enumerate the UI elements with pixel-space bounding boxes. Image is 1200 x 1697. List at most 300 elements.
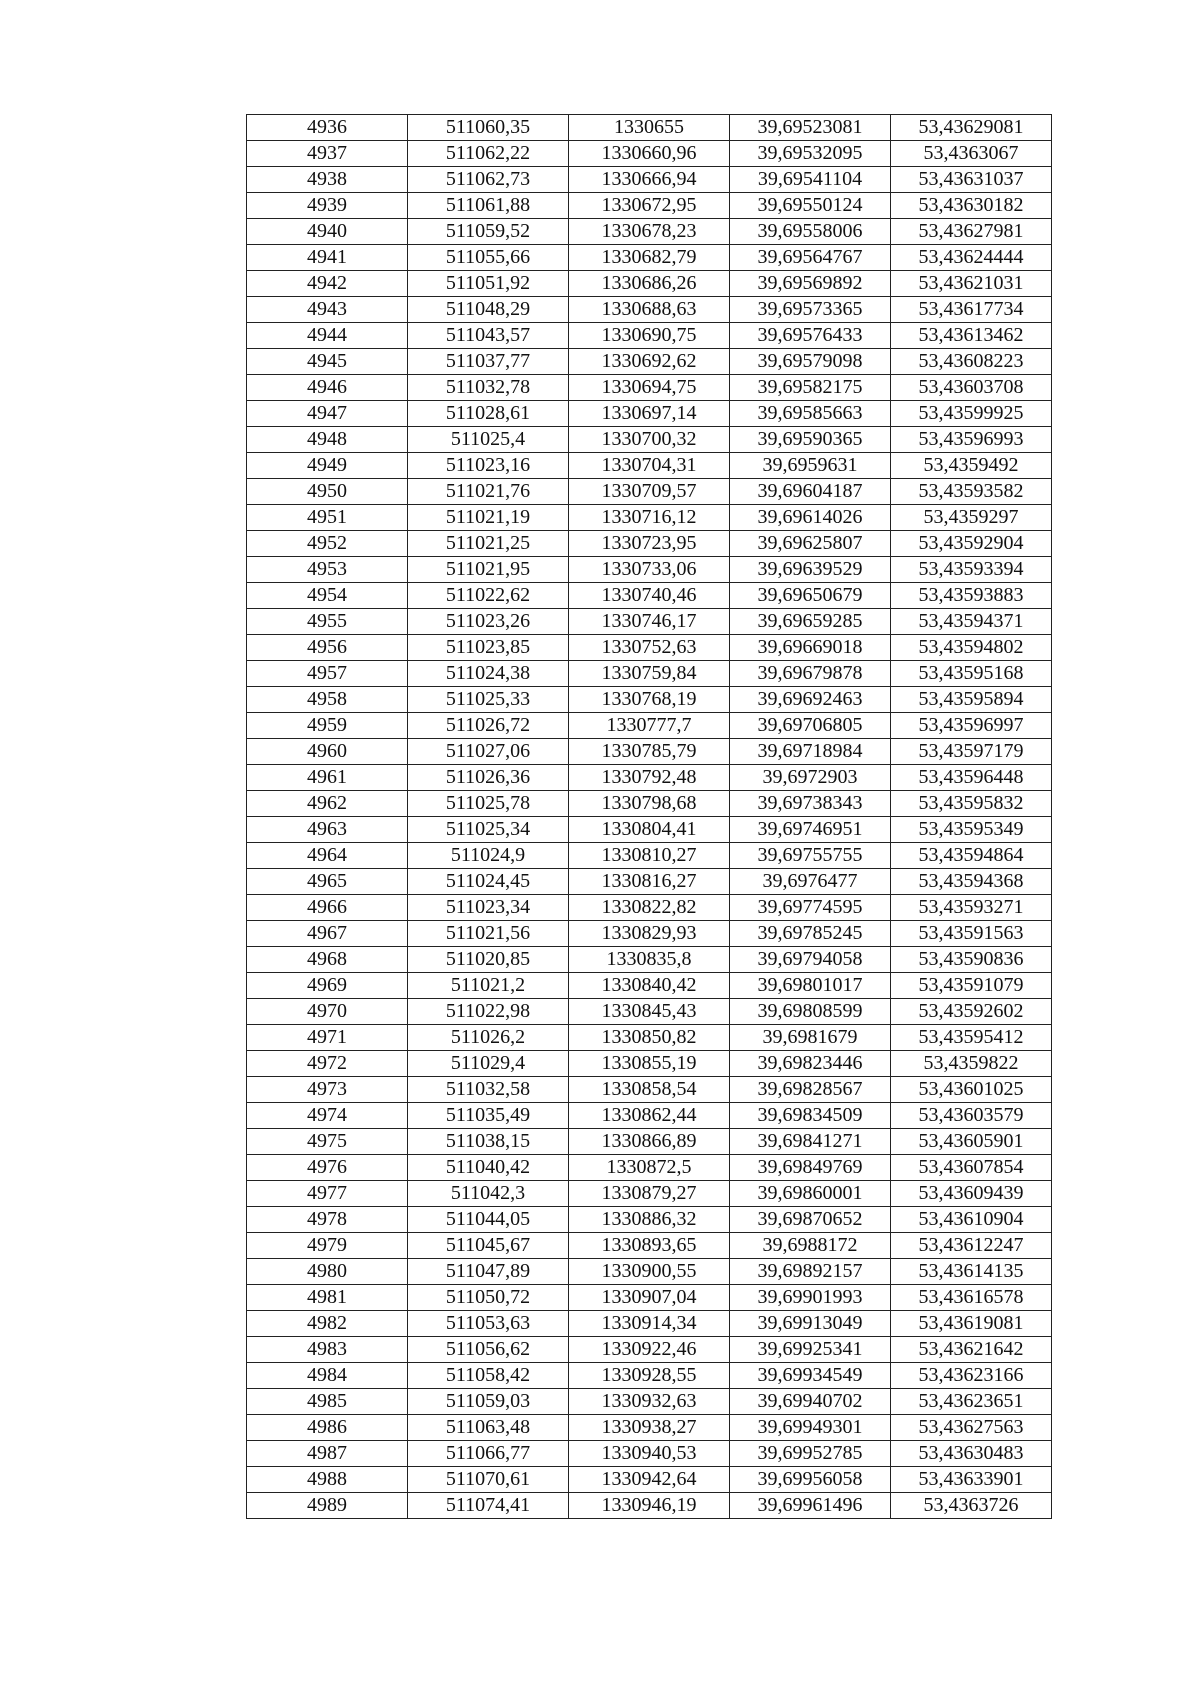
latitude-cell: 53,43592904: [891, 531, 1052, 557]
point-number-cell: 4937: [247, 141, 408, 167]
point-number-cell: 4953: [247, 557, 408, 583]
coordinates-table-body: [247, 115, 1052, 1519]
point-number-cell: 4977: [247, 1181, 408, 1207]
x-coordinate-cell: 511024,9: [408, 843, 569, 869]
longitude-cell: 39,69625807: [730, 531, 891, 557]
point-number-cell: 4945: [247, 349, 408, 375]
y-coordinate-cell: 1330879,27: [569, 1181, 730, 1207]
latitude-cell: 53,4359297: [891, 505, 1052, 531]
y-coordinate-cell: 1330785,79: [569, 739, 730, 765]
y-coordinate-cell: 1330694,75: [569, 375, 730, 401]
table-row: [247, 635, 1052, 661]
x-coordinate-cell: 511045,67: [408, 1233, 569, 1259]
longitude-cell: 39,69692463: [730, 687, 891, 713]
latitude-cell: 53,43595832: [891, 791, 1052, 817]
y-coordinate-cell: 1330850,82: [569, 1025, 730, 1051]
latitude-cell: 53,43591079: [891, 973, 1052, 999]
latitude-cell: 53,43593582: [891, 479, 1052, 505]
latitude-cell: 53,43612247: [891, 1233, 1052, 1259]
latitude-cell: 53,43590836: [891, 947, 1052, 973]
table-row: [247, 531, 1052, 557]
x-coordinate-cell: 511056,62: [408, 1337, 569, 1363]
table-row: [247, 323, 1052, 349]
x-coordinate-cell: 511026,36: [408, 765, 569, 791]
longitude-cell: 39,69834509: [730, 1103, 891, 1129]
latitude-cell: 53,43603579: [891, 1103, 1052, 1129]
point-number-cell: 4956: [247, 635, 408, 661]
longitude-cell: 39,69738343: [730, 791, 891, 817]
table-row: [247, 1441, 1052, 1467]
longitude-cell: 39,69952785: [730, 1441, 891, 1467]
table-row: [247, 1467, 1052, 1493]
x-coordinate-cell: 511050,72: [408, 1285, 569, 1311]
latitude-cell: 53,43617734: [891, 297, 1052, 323]
point-number-cell: 4938: [247, 167, 408, 193]
y-coordinate-cell: 1330942,64: [569, 1467, 730, 1493]
x-coordinate-cell: 511025,34: [408, 817, 569, 843]
point-number-cell: 4971: [247, 1025, 408, 1051]
point-number-cell: 4985: [247, 1389, 408, 1415]
table-row: [247, 479, 1052, 505]
latitude-cell: 53,4359822: [891, 1051, 1052, 1077]
y-coordinate-cell: 1330686,26: [569, 271, 730, 297]
table-row: [247, 609, 1052, 635]
table-row: [247, 401, 1052, 427]
longitude-cell: 39,69785245: [730, 921, 891, 947]
point-number-cell: 4940: [247, 219, 408, 245]
latitude-cell: 53,43592602: [891, 999, 1052, 1025]
table-row: [247, 895, 1052, 921]
table-row: [247, 791, 1052, 817]
latitude-cell: 53,43610904: [891, 1207, 1052, 1233]
point-number-cell: 4955: [247, 609, 408, 635]
latitude-cell: 53,43596448: [891, 765, 1052, 791]
table-row: [247, 869, 1052, 895]
y-coordinate-cell: 1330700,32: [569, 427, 730, 453]
latitude-cell: 53,43627981: [891, 219, 1052, 245]
longitude-cell: 39,69849769: [730, 1155, 891, 1181]
latitude-cell: 53,43633901: [891, 1467, 1052, 1493]
x-coordinate-cell: 511037,77: [408, 349, 569, 375]
point-number-cell: 4970: [247, 999, 408, 1025]
latitude-cell: 53,43630182: [891, 193, 1052, 219]
y-coordinate-cell: 1330688,63: [569, 297, 730, 323]
point-number-cell: 4958: [247, 687, 408, 713]
y-coordinate-cell: 1330759,84: [569, 661, 730, 687]
x-coordinate-cell: 511026,72: [408, 713, 569, 739]
longitude-cell: 39,69650679: [730, 583, 891, 609]
point-number-cell: 4973: [247, 1077, 408, 1103]
table-row: [247, 947, 1052, 973]
point-number-cell: 4957: [247, 661, 408, 687]
longitude-cell: 39,69523081: [730, 115, 891, 141]
point-number-cell: 4936: [247, 115, 408, 141]
y-coordinate-cell: 1330810,27: [569, 843, 730, 869]
latitude-cell: 53,43595168: [891, 661, 1052, 687]
latitude-cell: 53,43614135: [891, 1259, 1052, 1285]
y-coordinate-cell: 1330872,5: [569, 1155, 730, 1181]
x-coordinate-cell: 511020,85: [408, 947, 569, 973]
point-number-cell: 4974: [247, 1103, 408, 1129]
point-number-cell: 4951: [247, 505, 408, 531]
point-number-cell: 4962: [247, 791, 408, 817]
longitude-cell: 39,6959631: [730, 453, 891, 479]
point-number-cell: 4949: [247, 453, 408, 479]
y-coordinate-cell: 1330938,27: [569, 1415, 730, 1441]
coordinates-table: [246, 114, 1052, 1519]
point-number-cell: 4943: [247, 297, 408, 323]
point-number-cell: 4941: [247, 245, 408, 271]
table-row: [247, 817, 1052, 843]
latitude-cell: 53,43601025: [891, 1077, 1052, 1103]
y-coordinate-cell: 1330816,27: [569, 869, 730, 895]
table-row: [247, 271, 1052, 297]
y-coordinate-cell: 1330893,65: [569, 1233, 730, 1259]
point-number-cell: 4982: [247, 1311, 408, 1337]
y-coordinate-cell: 1330829,93: [569, 921, 730, 947]
latitude-cell: 53,43623651: [891, 1389, 1052, 1415]
x-coordinate-cell: 511022,98: [408, 999, 569, 1025]
x-coordinate-cell: 511025,4: [408, 427, 569, 453]
point-number-cell: 4964: [247, 843, 408, 869]
y-coordinate-cell: 1330946,19: [569, 1493, 730, 1519]
longitude-cell: 39,69718984: [730, 739, 891, 765]
x-coordinate-cell: 511053,63: [408, 1311, 569, 1337]
table-row: [247, 115, 1052, 141]
table-row: [247, 973, 1052, 999]
latitude-cell: 53,43603708: [891, 375, 1052, 401]
point-number-cell: 4968: [247, 947, 408, 973]
point-number-cell: 4986: [247, 1415, 408, 1441]
x-coordinate-cell: 511023,16: [408, 453, 569, 479]
table-row: [247, 349, 1052, 375]
y-coordinate-cell: 1330752,63: [569, 635, 730, 661]
latitude-cell: 53,43596993: [891, 427, 1052, 453]
longitude-cell: 39,69823446: [730, 1051, 891, 1077]
x-coordinate-cell: 511024,38: [408, 661, 569, 687]
table-row: [247, 245, 1052, 271]
point-number-cell: 4980: [247, 1259, 408, 1285]
x-coordinate-cell: 511023,34: [408, 895, 569, 921]
longitude-cell: 39,69934549: [730, 1363, 891, 1389]
point-number-cell: 4983: [247, 1337, 408, 1363]
y-coordinate-cell: 1330858,54: [569, 1077, 730, 1103]
table-row: [247, 1389, 1052, 1415]
table-row: [247, 1181, 1052, 1207]
longitude-cell: 39,69901993: [730, 1285, 891, 1311]
y-coordinate-cell: 1330928,55: [569, 1363, 730, 1389]
x-coordinate-cell: 511028,61: [408, 401, 569, 427]
y-coordinate-cell: 1330845,43: [569, 999, 730, 1025]
point-number-cell: 4959: [247, 713, 408, 739]
x-coordinate-cell: 511043,57: [408, 323, 569, 349]
x-coordinate-cell: 511021,76: [408, 479, 569, 505]
point-number-cell: 4989: [247, 1493, 408, 1519]
latitude-cell: 53,43599925: [891, 401, 1052, 427]
x-coordinate-cell: 511047,89: [408, 1259, 569, 1285]
latitude-cell: 53,43607854: [891, 1155, 1052, 1181]
point-number-cell: 4965: [247, 869, 408, 895]
point-number-cell: 4976: [247, 1155, 408, 1181]
y-coordinate-cell: 1330822,82: [569, 895, 730, 921]
longitude-cell: 39,6972903: [730, 765, 891, 791]
latitude-cell: 53,4363726: [891, 1493, 1052, 1519]
table-row: [247, 1233, 1052, 1259]
longitude-cell: 39,69532095: [730, 141, 891, 167]
y-coordinate-cell: 1330798,68: [569, 791, 730, 817]
latitude-cell: 53,4359492: [891, 453, 1052, 479]
longitude-cell: 39,69579098: [730, 349, 891, 375]
point-number-cell: 4987: [247, 1441, 408, 1467]
table-row: [247, 141, 1052, 167]
longitude-cell: 39,69961496: [730, 1493, 891, 1519]
longitude-cell: 39,69892157: [730, 1259, 891, 1285]
x-coordinate-cell: 511062,22: [408, 141, 569, 167]
x-coordinate-cell: 511059,03: [408, 1389, 569, 1415]
table-row: [247, 1155, 1052, 1181]
x-coordinate-cell: 511032,78: [408, 375, 569, 401]
longitude-cell: 39,69576433: [730, 323, 891, 349]
point-number-cell: 4967: [247, 921, 408, 947]
x-coordinate-cell: 511026,2: [408, 1025, 569, 1051]
point-number-cell: 4950: [247, 479, 408, 505]
x-coordinate-cell: 511027,06: [408, 739, 569, 765]
latitude-cell: 53,43613462: [891, 323, 1052, 349]
table-row: [247, 921, 1052, 947]
x-coordinate-cell: 511059,52: [408, 219, 569, 245]
longitude-cell: 39,69669018: [730, 635, 891, 661]
y-coordinate-cell: 1330792,48: [569, 765, 730, 791]
point-number-cell: 4947: [247, 401, 408, 427]
latitude-cell: 53,43616578: [891, 1285, 1052, 1311]
longitude-cell: 39,69659285: [730, 609, 891, 635]
latitude-cell: 53,43594368: [891, 869, 1052, 895]
longitude-cell: 39,69808599: [730, 999, 891, 1025]
y-coordinate-cell: 1330777,7: [569, 713, 730, 739]
y-coordinate-cell: 1330672,95: [569, 193, 730, 219]
table-row: [247, 1363, 1052, 1389]
table-row: [247, 739, 1052, 765]
y-coordinate-cell: 1330835,8: [569, 947, 730, 973]
latitude-cell: 53,43630483: [891, 1441, 1052, 1467]
table-row: [247, 999, 1052, 1025]
x-coordinate-cell: 511070,61: [408, 1467, 569, 1493]
latitude-cell: 53,43591563: [891, 921, 1052, 947]
x-coordinate-cell: 511029,4: [408, 1051, 569, 1077]
latitude-cell: 53,43621642: [891, 1337, 1052, 1363]
table-row: [247, 375, 1052, 401]
longitude-cell: 39,69541104: [730, 167, 891, 193]
table-row: [247, 765, 1052, 791]
longitude-cell: 39,69801017: [730, 973, 891, 999]
longitude-cell: 39,69913049: [730, 1311, 891, 1337]
latitude-cell: 53,43624444: [891, 245, 1052, 271]
point-number-cell: 4975: [247, 1129, 408, 1155]
table-row: [247, 583, 1052, 609]
point-number-cell: 4954: [247, 583, 408, 609]
y-coordinate-cell: 1330907,04: [569, 1285, 730, 1311]
y-coordinate-cell: 1330682,79: [569, 245, 730, 271]
point-number-cell: 4960: [247, 739, 408, 765]
latitude-cell: 53,43593394: [891, 557, 1052, 583]
y-coordinate-cell: 1330716,12: [569, 505, 730, 531]
x-coordinate-cell: 511025,33: [408, 687, 569, 713]
point-number-cell: 4939: [247, 193, 408, 219]
y-coordinate-cell: 1330932,63: [569, 1389, 730, 1415]
y-coordinate-cell: 1330900,55: [569, 1259, 730, 1285]
point-number-cell: 4942: [247, 271, 408, 297]
latitude-cell: 53,43621031: [891, 271, 1052, 297]
x-coordinate-cell: 511061,88: [408, 193, 569, 219]
latitude-cell: 53,4363067: [891, 141, 1052, 167]
table-row: [247, 1337, 1052, 1363]
point-number-cell: 4946: [247, 375, 408, 401]
y-coordinate-cell: 1330666,94: [569, 167, 730, 193]
x-coordinate-cell: 511040,42: [408, 1155, 569, 1181]
point-number-cell: 4944: [247, 323, 408, 349]
x-coordinate-cell: 511058,42: [408, 1363, 569, 1389]
x-coordinate-cell: 511021,19: [408, 505, 569, 531]
longitude-cell: 39,69828567: [730, 1077, 891, 1103]
point-number-cell: 4978: [247, 1207, 408, 1233]
longitude-cell: 39,69590365: [730, 427, 891, 453]
x-coordinate-cell: 511022,62: [408, 583, 569, 609]
x-coordinate-cell: 511021,2: [408, 973, 569, 999]
longitude-cell: 39,6976477: [730, 869, 891, 895]
latitude-cell: 53,43623166: [891, 1363, 1052, 1389]
y-coordinate-cell: 1330660,96: [569, 141, 730, 167]
y-coordinate-cell: 1330768,19: [569, 687, 730, 713]
y-coordinate-cell: 1330690,75: [569, 323, 730, 349]
x-coordinate-cell: 511023,85: [408, 635, 569, 661]
longitude-cell: 39,6988172: [730, 1233, 891, 1259]
table-row: [247, 1311, 1052, 1337]
point-number-cell: 4981: [247, 1285, 408, 1311]
latitude-cell: 53,43593883: [891, 583, 1052, 609]
x-coordinate-cell: 511062,73: [408, 167, 569, 193]
table-row: [247, 661, 1052, 687]
table-row: [247, 1129, 1052, 1155]
latitude-cell: 53,43629081: [891, 115, 1052, 141]
x-coordinate-cell: 511024,45: [408, 869, 569, 895]
point-number-cell: 4984: [247, 1363, 408, 1389]
table-row: [247, 427, 1052, 453]
latitude-cell: 53,43608223: [891, 349, 1052, 375]
latitude-cell: 53,43597179: [891, 739, 1052, 765]
latitude-cell: 53,43594864: [891, 843, 1052, 869]
y-coordinate-cell: 1330655: [569, 115, 730, 141]
table-row: [247, 453, 1052, 479]
longitude-cell: 39,69860001: [730, 1181, 891, 1207]
table-row: [247, 557, 1052, 583]
longitude-cell: 39,69940702: [730, 1389, 891, 1415]
longitude-cell: 39,69755755: [730, 843, 891, 869]
longitude-cell: 39,69550124: [730, 193, 891, 219]
latitude-cell: 53,43594802: [891, 635, 1052, 661]
longitude-cell: 39,69870652: [730, 1207, 891, 1233]
longitude-cell: 39,69569892: [730, 271, 891, 297]
latitude-cell: 53,43627563: [891, 1415, 1052, 1441]
table-row: [247, 1285, 1052, 1311]
longitude-cell: 39,69558006: [730, 219, 891, 245]
y-coordinate-cell: 1330697,14: [569, 401, 730, 427]
y-coordinate-cell: 1330704,31: [569, 453, 730, 479]
longitude-cell: 39,69746951: [730, 817, 891, 843]
y-coordinate-cell: 1330922,46: [569, 1337, 730, 1363]
x-coordinate-cell: 511051,92: [408, 271, 569, 297]
longitude-cell: 39,69564767: [730, 245, 891, 271]
longitude-cell: 39,69706805: [730, 713, 891, 739]
table-row: [247, 687, 1052, 713]
longitude-cell: 39,69949301: [730, 1415, 891, 1441]
longitude-cell: 39,69794058: [730, 947, 891, 973]
y-coordinate-cell: 1330840,42: [569, 973, 730, 999]
longitude-cell: 39,69841271: [730, 1129, 891, 1155]
latitude-cell: 53,43596997: [891, 713, 1052, 739]
x-coordinate-cell: 511048,29: [408, 297, 569, 323]
y-coordinate-cell: 1330678,23: [569, 219, 730, 245]
longitude-cell: 39,69585663: [730, 401, 891, 427]
point-number-cell: 4979: [247, 1233, 408, 1259]
point-number-cell: 4948: [247, 427, 408, 453]
table-row: [247, 297, 1052, 323]
x-coordinate-cell: 511023,26: [408, 609, 569, 635]
table-row: [247, 1077, 1052, 1103]
latitude-cell: 53,43605901: [891, 1129, 1052, 1155]
y-coordinate-cell: 1330855,19: [569, 1051, 730, 1077]
point-number-cell: 4961: [247, 765, 408, 791]
y-coordinate-cell: 1330940,53: [569, 1441, 730, 1467]
x-coordinate-cell: 511021,95: [408, 557, 569, 583]
latitude-cell: 53,43595412: [891, 1025, 1052, 1051]
latitude-cell: 53,43631037: [891, 167, 1052, 193]
table-row: [247, 167, 1052, 193]
x-coordinate-cell: 511055,66: [408, 245, 569, 271]
y-coordinate-cell: 1330740,46: [569, 583, 730, 609]
longitude-cell: 39,69925341: [730, 1337, 891, 1363]
point-number-cell: 4972: [247, 1051, 408, 1077]
longitude-cell: 39,69604187: [730, 479, 891, 505]
longitude-cell: 39,69582175: [730, 375, 891, 401]
x-coordinate-cell: 511066,77: [408, 1441, 569, 1467]
table-row: [247, 219, 1052, 245]
y-coordinate-cell: 1330862,44: [569, 1103, 730, 1129]
table-row: [247, 1103, 1052, 1129]
y-coordinate-cell: 1330692,62: [569, 349, 730, 375]
y-coordinate-cell: 1330804,41: [569, 817, 730, 843]
x-coordinate-cell: 511035,49: [408, 1103, 569, 1129]
table-row: [247, 1051, 1052, 1077]
point-number-cell: 4963: [247, 817, 408, 843]
longitude-cell: 39,69956058: [730, 1467, 891, 1493]
table-row: [247, 843, 1052, 869]
x-coordinate-cell: 511021,25: [408, 531, 569, 557]
table-row: [247, 713, 1052, 739]
table-row: [247, 505, 1052, 531]
table-row: [247, 193, 1052, 219]
latitude-cell: 53,43619081: [891, 1311, 1052, 1337]
y-coordinate-cell: 1330914,34: [569, 1311, 730, 1337]
x-coordinate-cell: 511021,56: [408, 921, 569, 947]
y-coordinate-cell: 1330866,89: [569, 1129, 730, 1155]
longitude-cell: 39,69639529: [730, 557, 891, 583]
table-row: [247, 1493, 1052, 1519]
longitude-cell: 39,69679878: [730, 661, 891, 687]
point-number-cell: 4988: [247, 1467, 408, 1493]
table-row: [247, 1025, 1052, 1051]
point-number-cell: 4966: [247, 895, 408, 921]
latitude-cell: 53,43595349: [891, 817, 1052, 843]
